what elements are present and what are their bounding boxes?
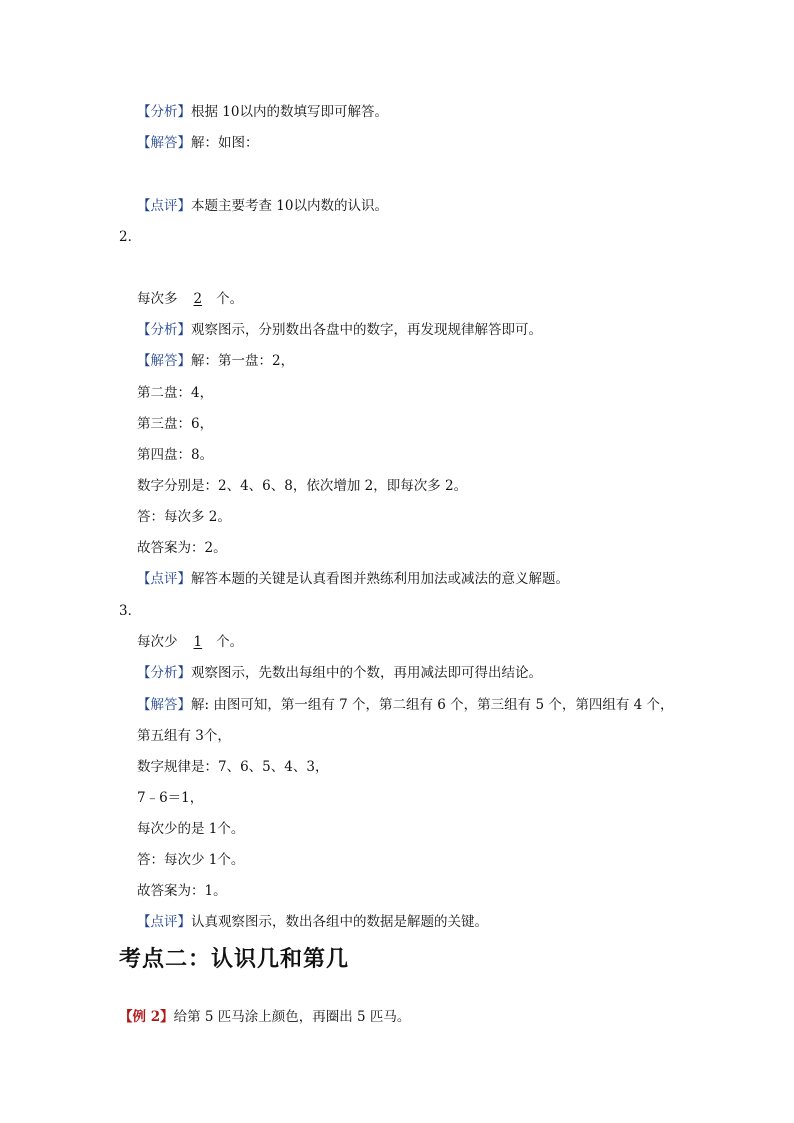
q2-fill-prefix: 每次多 <box>137 291 178 307</box>
q2-fill-suffix: 个。 <box>216 291 244 307</box>
q2-analysis <box>137 321 542 339</box>
q2-comment-text: 解答本题的关键是认真看图并熟练利用加法或减法的意义解题。 <box>191 571 569 587</box>
q3-answer-text: 解: 由图可知，第一组有 7 个，第二组有 6 个，第三组有 5 个，第四组有 4 个， <box>191 697 674 713</box>
q3-fill-blank: 1 <box>193 634 203 650</box>
comment-tag: 【点评】 <box>137 914 191 930</box>
q3-number: 3． <box>119 603 142 619</box>
q2-answer-text: 解：第一盘：2， <box>191 353 295 369</box>
q2-answer-line: 故答案为：2。 <box>137 540 227 556</box>
q3-answer-line: 第五组有 3个， <box>137 728 231 744</box>
answer-tag: 【解答】 <box>137 353 191 369</box>
q1-answer-text: 解：如图： <box>191 135 259 151</box>
analysis-tag: 【分析】 <box>137 104 191 120</box>
comment-tag: 【点评】 <box>137 198 191 214</box>
q3-answer-line: 答：每次少 1个。 <box>137 852 245 868</box>
q1-analysis <box>137 103 388 121</box>
q3-fill-line <box>137 633 243 651</box>
q3-answer-line <box>137 696 674 714</box>
example-2-text: 给第 5 匹马涂上颜色，再圈出 5 匹马。 <box>173 1009 411 1025</box>
q2-fill-blank: 2 <box>193 291 203 307</box>
q1-answer <box>137 134 259 152</box>
analysis-tag: 【分析】 <box>137 322 191 338</box>
q3-analysis <box>137 664 542 682</box>
q1-comment <box>137 197 388 215</box>
q2-fill-line <box>137 290 243 308</box>
q2-answer-line: 数字分别是：2、4、6、8，依次增加 2，即每次多 2。 <box>137 478 468 494</box>
q2-comment <box>137 570 569 588</box>
q2-answer-line: 第三盘：6， <box>137 416 214 432</box>
answer-tag: 【解答】 <box>137 697 191 713</box>
q2-answer-line: 答：每次多 2。 <box>137 509 231 525</box>
q3-analysis-text: 观察图示，先数出每组中的个数，再用减法即可得出结论。 <box>191 665 542 681</box>
q3-answer-line: 故答案为：1。 <box>137 883 227 899</box>
example-tag: 【例 2】 <box>119 1009 174 1025</box>
q3-comment <box>137 913 488 931</box>
q2-number: 2． <box>119 229 142 245</box>
q3-answer-line: 7﹣6＝1， <box>137 790 204 806</box>
section-title: 考点二：认识几和第几 <box>119 947 350 972</box>
q1-analysis-text: 根据 10以内的数填写即可解答。 <box>191 104 388 120</box>
q2-answer-line <box>137 352 294 370</box>
comment-tag: 【点评】 <box>137 571 191 587</box>
answer-tag: 【解答】 <box>137 135 191 151</box>
example-2 <box>119 1008 410 1026</box>
analysis-tag: 【分析】 <box>137 665 191 681</box>
q3-answer-line: 每次少的是 1个。 <box>137 821 245 837</box>
q3-comment-text: 认真观察图示，数出各组中的数据是解题的关键。 <box>191 914 488 930</box>
q3-fill-suffix: 个。 <box>216 634 244 650</box>
q3-fill-prefix: 每次少 <box>137 634 178 650</box>
q2-answer-line: 第四盘：8。 <box>137 447 214 463</box>
q1-comment-text: 本题主要考查 10以内数的认识。 <box>191 198 388 214</box>
q2-analysis-text: 观察图示，分别数出各盘中的数字，再发现规律解答即可。 <box>191 322 542 338</box>
q3-answer-line: 数字规律是：7、6、5、4、3， <box>137 759 329 775</box>
q2-answer-line: 第二盘：4， <box>137 385 214 401</box>
